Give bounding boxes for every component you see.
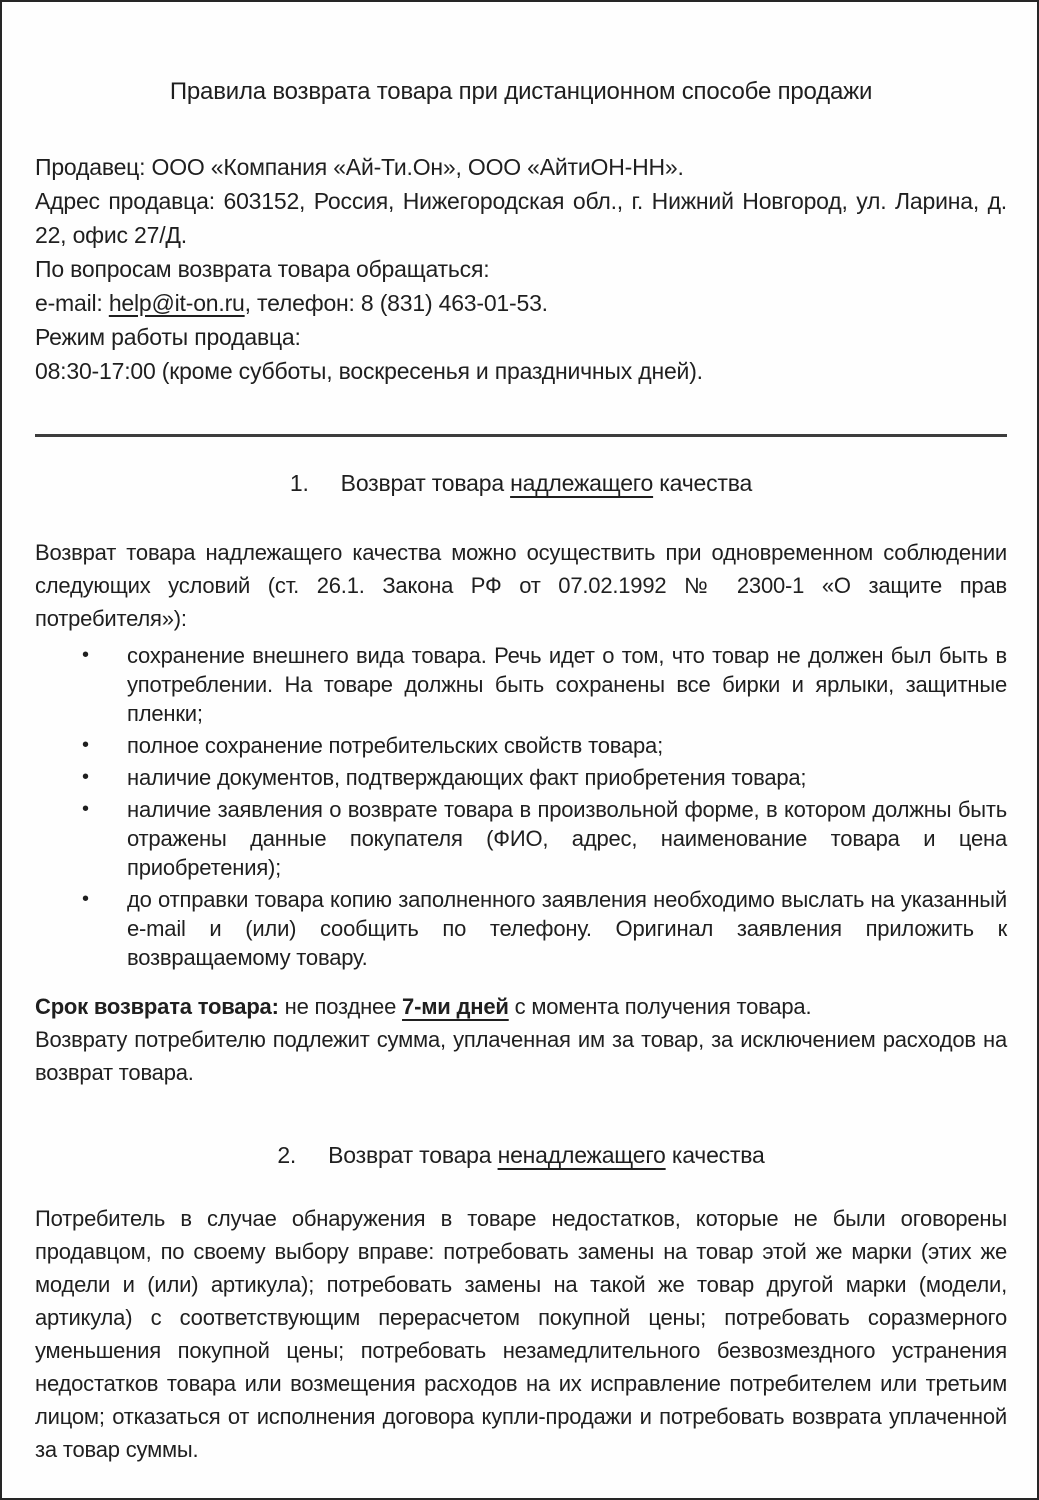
seller-address-line: Адрес продавца: 603152, Россия, Нижегородская обл., г. Нижний Новгород, ул. Ларина, д. 22, офис 27/Д.	[35, 188, 1007, 248]
bullet-icon: •	[82, 798, 89, 820]
bullet-icon: •	[82, 734, 89, 756]
hours-label-line: Режим работы продавца:	[35, 324, 301, 350]
document-title: Правила возврата товара при дистанционном способе продажи	[169, 78, 873, 105]
section1-intro-paragraph: Возврат товара надлежащего качества можно осуществить при одновременном соблюдении следующих условий (ст. 26.1. Закона РФ от 07.02.1992 № 2300-1 «О защите прав потребителя»):	[35, 540, 1007, 631]
return-term-days: 7-ми дней	[402, 994, 509, 1019]
section2-title-pre: Возврат товара	[328, 1142, 498, 1168]
bullet-icon: •	[82, 644, 89, 666]
section1-title-underlined: надлежащего	[510, 470, 654, 496]
document-content	[2, 2, 1037, 1466]
email-label: e-mail:	[35, 290, 109, 316]
section2-title-underlined: ненадлежащего	[497, 1142, 666, 1168]
section1-number: 1.	[289, 470, 309, 496]
seller-info-block	[35, 150, 1007, 388]
refund-text: Возврату потребителю подлежит сумма, уплаченная им за товар, за исключением расходов на возврат товара.	[35, 1027, 1007, 1085]
bullet-icon: •	[82, 766, 89, 788]
return-term-line	[35, 990, 1007, 1023]
list-item	[35, 885, 1007, 972]
section1-title-post: качества	[653, 470, 753, 496]
list-item-text: наличие документов, подтверждающих факт приобретения товара;	[127, 765, 807, 790]
conditions-bullet-list	[35, 641, 1007, 972]
list-item-text: до отправки товара копию заполненного заявления необходимо выслать на указанный e-mail и (или) сообщить по телефону. Оригинал заявления приложить к возвращаемому товару.	[127, 887, 1007, 970]
list-item-text: полное сохранение потребительских свойств товара;	[127, 733, 663, 758]
list-item-text: наличие заявления о возврате товара в произвольной форме, в котором должны быть отражены данные покупателя (ФИО, адрес, наименование товара и цена приобретения);	[127, 797, 1007, 880]
phone-text: , телефон: 8 (831) 463-01-53.	[244, 290, 548, 316]
list-item	[35, 731, 1007, 760]
section2-body-paragraph: Потребитель в случае обнаружения в товаре недостатков, которые не были оговорены продавцом, по своему выбору вправе: потребовать замены на товар этой же марки (этих же модели и (или) артикула); потребовать замены на такой же товар другой марки (модели, артикула) с соответствующим перерасчетом покупной цены; потребовать соразмерного уменьшения покупной цены; потребовать незамедлительного безвозмездного устранения недостатков товара или возмещения расходов на их исправление потребителем или третьим лицом; отказаться от исполнения договора купли-продажи и потребовать возврата уплаченной за товар суммы.	[35, 1206, 1007, 1462]
section1-title-pre: Возврат товара	[340, 470, 511, 496]
section-divider	[35, 434, 1007, 437]
email-link[interactable]: help@it-on.ru	[108, 290, 245, 316]
section2-heading	[35, 1139, 1007, 1172]
section1-heading	[35, 467, 1007, 500]
contact-line	[35, 286, 1007, 320]
list-item	[35, 795, 1007, 882]
return-term-label: Срок возврата товара:	[35, 994, 279, 1019]
return-term-block	[35, 990, 1007, 1089]
list-item	[35, 763, 1007, 792]
return-term-post: с момента получения товара.	[508, 994, 812, 1019]
list-item	[35, 641, 1007, 728]
seller-vendor-line: Продавец: ООО «Компания «Ай-Ти.Он», ООО «АйтиОН-НН».	[35, 154, 684, 180]
return-term-mid: не позднее	[278, 994, 403, 1019]
contact-intro-line: По вопросам возврата товара обращаться:	[35, 256, 490, 282]
hours-value-line: 08:30-17:00 (кроме субботы, воскресенья и праздничных дней).	[35, 358, 703, 384]
list-item-text: сохранение внешнего вида товара. Речь идет о том, что товар не должен был быть в употреблении. На товаре должны быть сохранены все бирки и ярлыки, защитные пленки;	[127, 643, 1007, 726]
section2-number: 2.	[277, 1142, 297, 1168]
section2-title-post: качества	[665, 1142, 765, 1168]
bullet-icon: •	[82, 888, 89, 910]
